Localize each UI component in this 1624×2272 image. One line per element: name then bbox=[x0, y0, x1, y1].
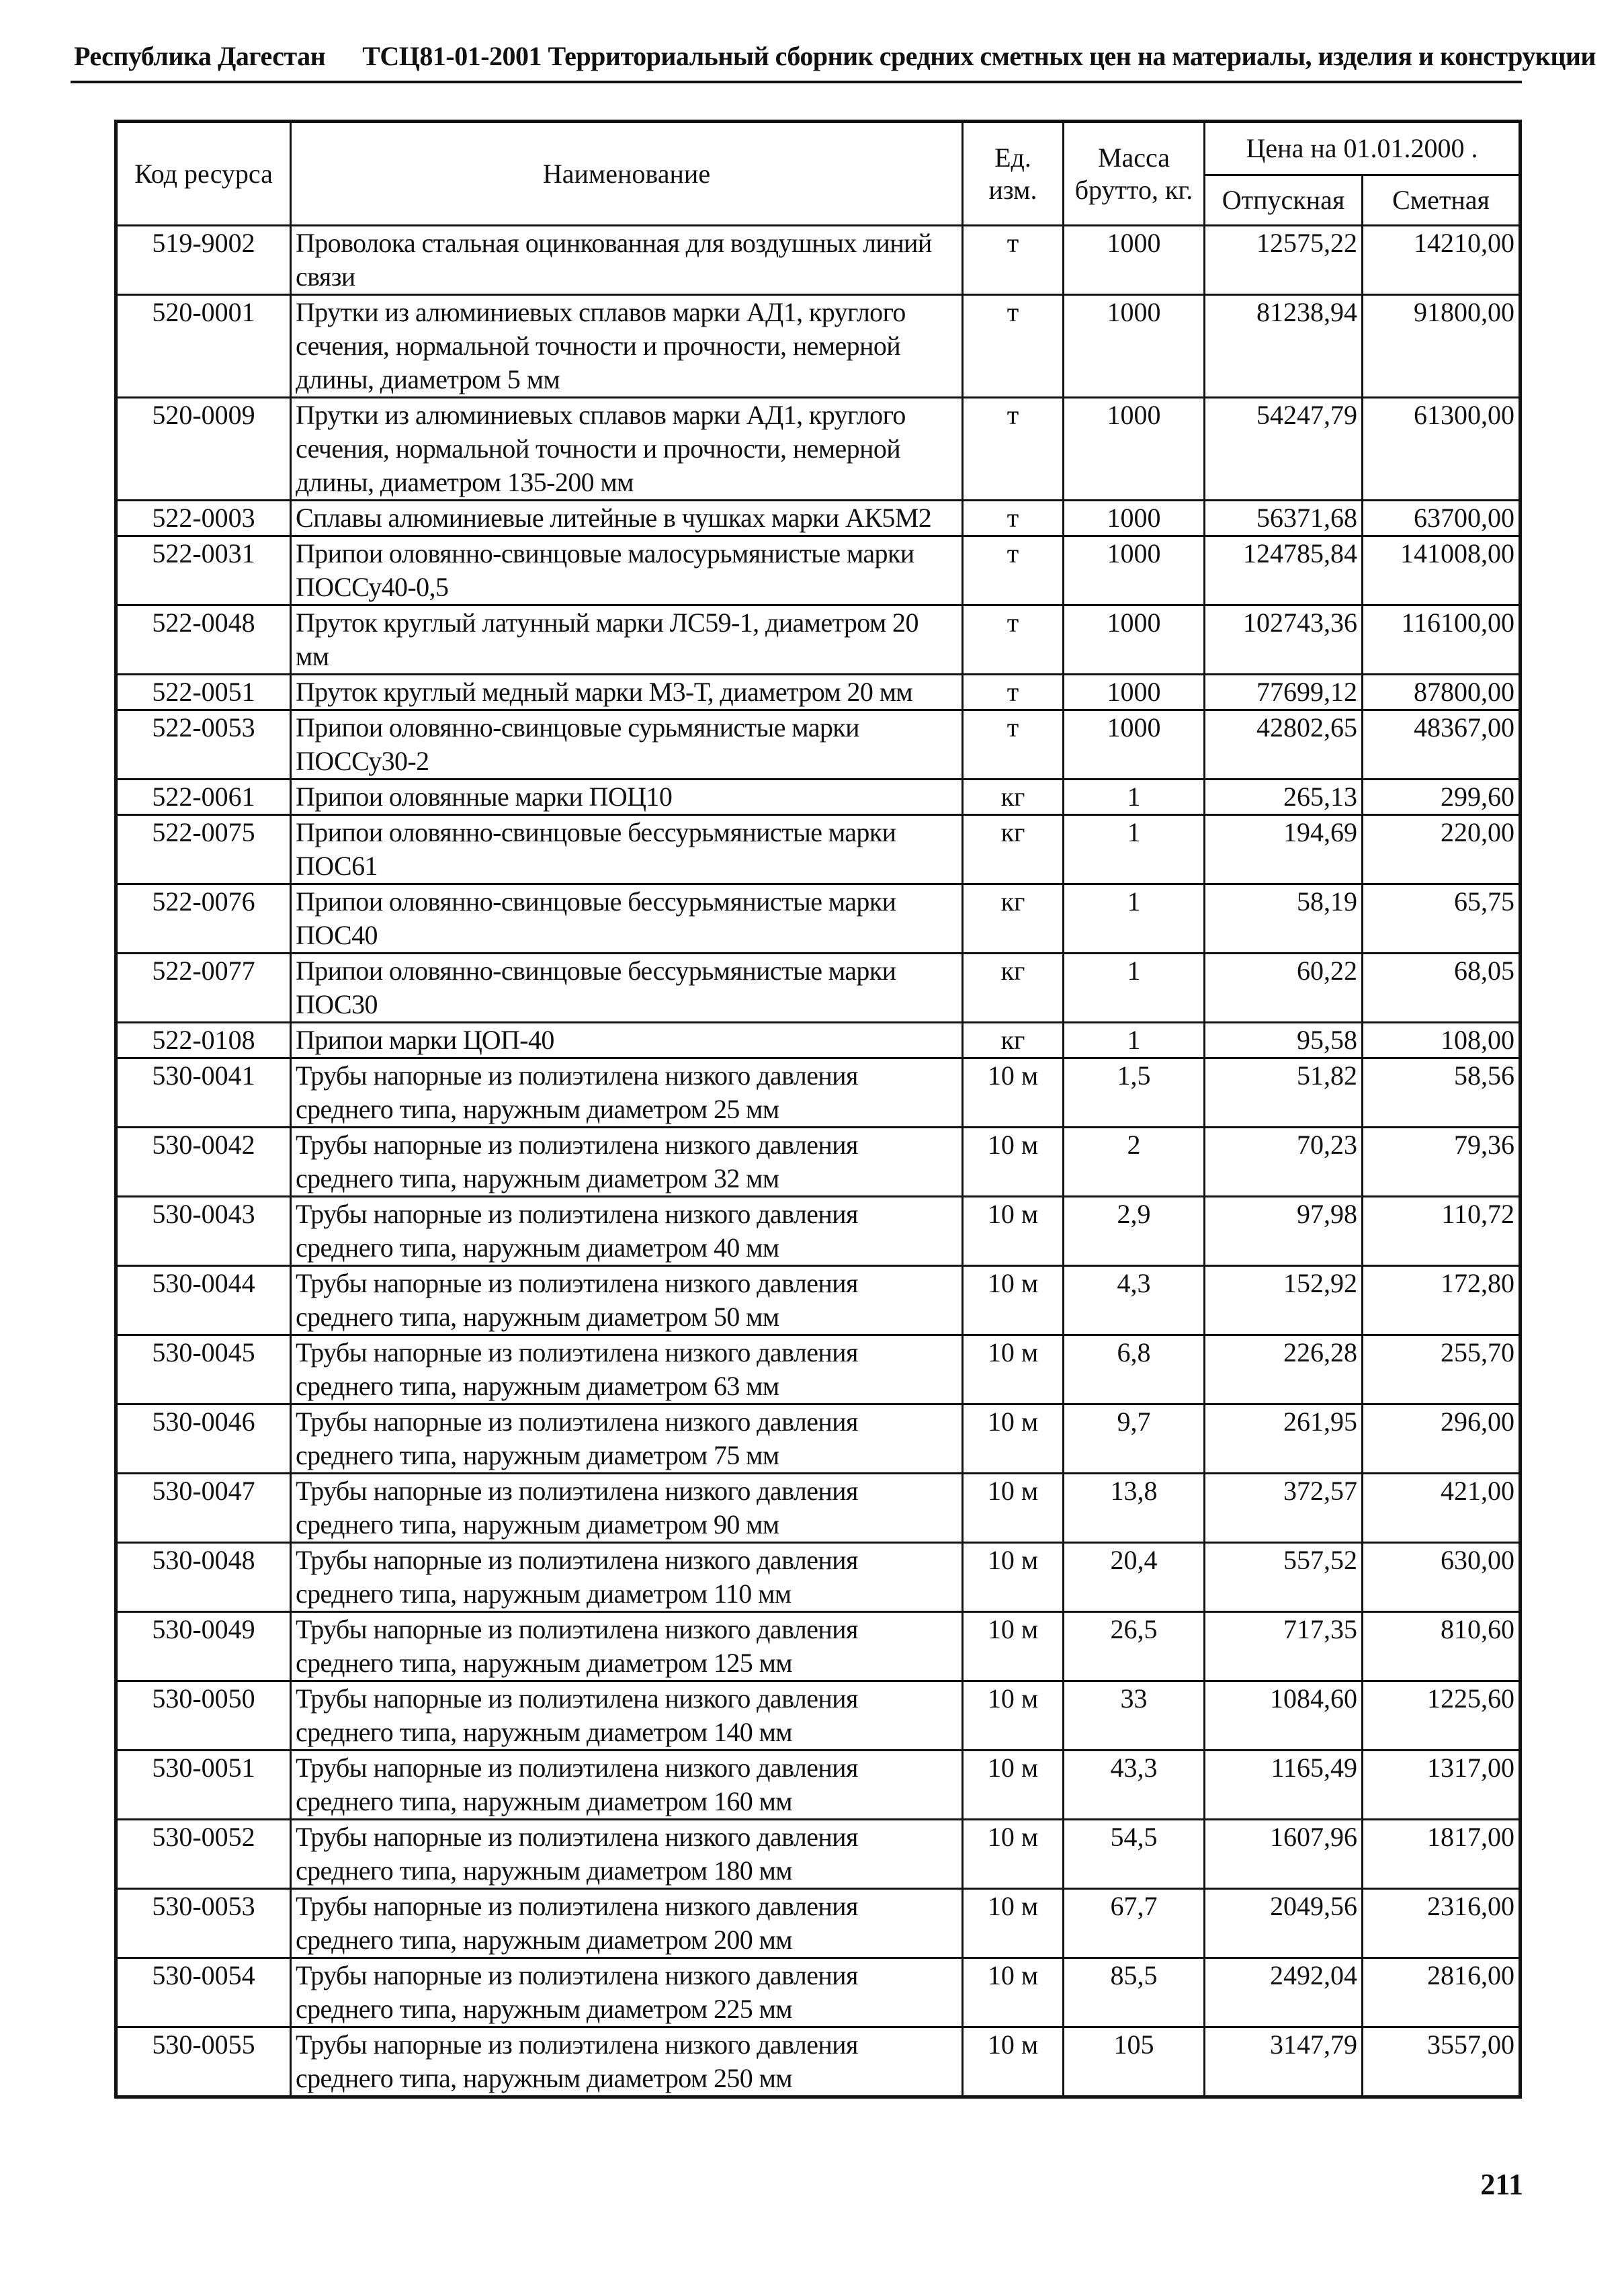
header-divider bbox=[71, 81, 1522, 83]
header-title: ТСЦ81-01-2001 Территориальный сборник средних сметных цен на материалы, изделия и конструкции bbox=[362, 41, 1596, 71]
cell-name: Прутки из алюминиевых сплавов марки АД1, круглого сечения, нормальной точности и прочности, немерной длины, диаметром 135-200 мм bbox=[291, 398, 963, 501]
cell-mass: 1 bbox=[1064, 1023, 1205, 1058]
cell-unit: т bbox=[963, 710, 1064, 780]
cell-price-estimate: 421,00 bbox=[1363, 1474, 1521, 1543]
cell-name: Прутки из алюминиевых сплавов марки АД1, круглого сечения, нормальной точности и прочности, немерной длины, диаметром 5 мм bbox=[291, 295, 963, 398]
cell-name: Припои оловянно-свинцовые бессурьмянистые марки ПОС61 bbox=[291, 815, 963, 884]
cell-unit: 10 м bbox=[963, 1889, 1064, 1958]
cell-price-release: 265,13 bbox=[1205, 780, 1363, 815]
table-row bbox=[116, 1474, 1521, 1543]
cell-name: Трубы напорные из полиэтилена низкого давления среднего типа, наружным диаметром 225 мм bbox=[291, 1958, 963, 2027]
cell-mass: 1000 bbox=[1064, 398, 1205, 501]
page-header bbox=[74, 40, 1596, 72]
column-header-name: Наименование bbox=[291, 122, 963, 226]
table-row bbox=[116, 605, 1521, 675]
cell-price-release: 95,58 bbox=[1205, 1023, 1363, 1058]
table-row bbox=[116, 1751, 1521, 1820]
cell-unit: кг bbox=[963, 884, 1064, 954]
cell-mass: 2 bbox=[1064, 1128, 1205, 1197]
cell-price-estimate: 63700,00 bbox=[1363, 501, 1521, 536]
cell-unit: 10 м bbox=[963, 1266, 1064, 1335]
column-header-code: Код ресурса bbox=[116, 122, 291, 226]
cell-price-estimate: 116100,00 bbox=[1363, 605, 1521, 675]
cell-mass: 1000 bbox=[1064, 226, 1205, 295]
column-header-mass: Масса брутто, кг. bbox=[1064, 122, 1205, 226]
cell-unit: кг bbox=[963, 1023, 1064, 1058]
cell-price-estimate: 141008,00 bbox=[1363, 536, 1521, 605]
cell-name: Припои марки ЦОП-40 bbox=[291, 1023, 963, 1058]
cell-code: 522-0061 bbox=[116, 780, 291, 815]
cell-mass: 20,4 bbox=[1064, 1543, 1205, 1612]
cell-name: Припои оловянно-свинцовые сурьмянистые марки ПОССу30-2 bbox=[291, 710, 963, 780]
cell-price-estimate: 172,80 bbox=[1363, 1266, 1521, 1335]
table-row bbox=[116, 1023, 1521, 1058]
cell-name: Пруток круглый медный марки М3-Т, диаметром 20 мм bbox=[291, 675, 963, 710]
cell-unit: 10 м bbox=[963, 1681, 1064, 1751]
cell-price-release: 51,82 bbox=[1205, 1058, 1363, 1128]
table-row bbox=[116, 1958, 1521, 2027]
cell-unit: 10 м bbox=[963, 1474, 1064, 1543]
cell-mass: 85,5 bbox=[1064, 1958, 1205, 2027]
table-row bbox=[116, 1197, 1521, 1266]
cell-unit: т bbox=[963, 226, 1064, 295]
cell-code: 522-0053 bbox=[116, 710, 291, 780]
cell-unit: 10 м bbox=[963, 1751, 1064, 1820]
column-header-price-estimate: Сметная bbox=[1363, 175, 1521, 226]
cell-mass: 1000 bbox=[1064, 295, 1205, 398]
table-row bbox=[116, 815, 1521, 884]
cell-code: 522-0108 bbox=[116, 1023, 291, 1058]
cell-price-release: 2492,04 bbox=[1205, 1958, 1363, 2027]
cell-price-release: 2049,56 bbox=[1205, 1889, 1363, 1958]
cell-name: Сплавы алюминиевые литейные в чушках марки АК5М2 bbox=[291, 501, 963, 536]
table-row bbox=[116, 536, 1521, 605]
cell-code: 522-0031 bbox=[116, 536, 291, 605]
cell-mass: 105 bbox=[1064, 2027, 1205, 2097]
cell-price-release: 102743,36 bbox=[1205, 605, 1363, 675]
cell-mass: 9,7 bbox=[1064, 1404, 1205, 1474]
cell-price-estimate: 58,56 bbox=[1363, 1058, 1521, 1128]
cell-code: 530-0047 bbox=[116, 1474, 291, 1543]
cell-price-estimate: 61300,00 bbox=[1363, 398, 1521, 501]
cell-code: 530-0044 bbox=[116, 1266, 291, 1335]
cell-name: Проволока стальная оцинкованная для воздушных линий связи bbox=[291, 226, 963, 295]
cell-name: Трубы напорные из полиэтилена низкого давления среднего типа, наружным диаметром 75 мм bbox=[291, 1404, 963, 1474]
cell-unit: кг bbox=[963, 954, 1064, 1023]
table-row bbox=[116, 954, 1521, 1023]
table-row bbox=[116, 2027, 1521, 2097]
page-number: 211 bbox=[1480, 2168, 1523, 2201]
cell-price-release: 261,95 bbox=[1205, 1404, 1363, 1474]
cell-code: 530-0053 bbox=[116, 1889, 291, 1958]
cell-price-estimate: 110,72 bbox=[1363, 1197, 1521, 1266]
cell-unit: т bbox=[963, 675, 1064, 710]
cell-unit: т bbox=[963, 398, 1064, 501]
cell-price-release: 717,35 bbox=[1205, 1612, 1363, 1681]
cell-price-estimate: 299,60 bbox=[1363, 780, 1521, 815]
cell-price-release: 54247,79 bbox=[1205, 398, 1363, 501]
cell-price-estimate: 2816,00 bbox=[1363, 1958, 1521, 2027]
cell-price-release: 1084,60 bbox=[1205, 1681, 1363, 1751]
cell-unit: т bbox=[963, 295, 1064, 398]
cell-price-release: 372,57 bbox=[1205, 1474, 1363, 1543]
table-header bbox=[116, 122, 1521, 226]
cell-unit: т bbox=[963, 605, 1064, 675]
cell-unit: т bbox=[963, 536, 1064, 605]
cell-mass: 43,3 bbox=[1064, 1751, 1205, 1820]
column-header-unit: Ед. изм. bbox=[963, 122, 1064, 226]
cell-price-estimate: 1817,00 bbox=[1363, 1820, 1521, 1889]
cell-code: 530-0041 bbox=[116, 1058, 291, 1128]
cell-name: Трубы напорные из полиэтилена низкого давления среднего типа, наружным диаметром 25 мм bbox=[291, 1058, 963, 1128]
cell-price-release: 226,28 bbox=[1205, 1335, 1363, 1404]
column-header-price-release: Отпускная bbox=[1205, 175, 1363, 226]
cell-code: 530-0045 bbox=[116, 1335, 291, 1404]
cell-mass: 6,8 bbox=[1064, 1335, 1205, 1404]
cell-price-release: 42802,65 bbox=[1205, 710, 1363, 780]
cell-code: 530-0054 bbox=[116, 1958, 291, 2027]
cell-price-estimate: 91800,00 bbox=[1363, 295, 1521, 398]
cell-name: Припои оловянно-свинцовые бессурьмянистые марки ПОС30 bbox=[291, 954, 963, 1023]
cell-price-estimate: 2316,00 bbox=[1363, 1889, 1521, 1958]
cell-price-release: 12575,22 bbox=[1205, 226, 1363, 295]
cell-mass: 1 bbox=[1064, 815, 1205, 884]
cell-mass: 1000 bbox=[1064, 536, 1205, 605]
cell-name: Трубы напорные из полиэтилена низкого давления среднего типа, наружным диаметром 40 мм bbox=[291, 1197, 963, 1266]
cell-price-release: 557,52 bbox=[1205, 1543, 1363, 1612]
table-body bbox=[116, 226, 1521, 2097]
cell-code: 522-0077 bbox=[116, 954, 291, 1023]
cell-mass: 33 bbox=[1064, 1681, 1205, 1751]
cell-price-release: 1165,49 bbox=[1205, 1751, 1363, 1820]
cell-code: 522-0003 bbox=[116, 501, 291, 536]
cell-mass: 1000 bbox=[1064, 501, 1205, 536]
cell-name: Трубы напорные из полиэтилена низкого давления среднего типа, наружным диаметром 160 мм bbox=[291, 1751, 963, 1820]
table-row bbox=[116, 675, 1521, 710]
cell-price-estimate: 255,70 bbox=[1363, 1335, 1521, 1404]
cell-unit: 10 м bbox=[963, 1820, 1064, 1889]
cell-price-estimate: 65,75 bbox=[1363, 884, 1521, 954]
cell-code: 519-9002 bbox=[116, 226, 291, 295]
cell-code: 530-0050 bbox=[116, 1681, 291, 1751]
cell-price-estimate: 79,36 bbox=[1363, 1128, 1521, 1197]
cell-code: 522-0051 bbox=[116, 675, 291, 710]
cell-price-estimate: 87800,00 bbox=[1363, 675, 1521, 710]
cell-mass: 1000 bbox=[1064, 675, 1205, 710]
table-row bbox=[116, 1266, 1521, 1335]
table-row bbox=[116, 1404, 1521, 1474]
cell-unit: 10 м bbox=[963, 1543, 1064, 1612]
cell-unit: 10 м bbox=[963, 1058, 1064, 1128]
cell-unit: 10 м bbox=[963, 1128, 1064, 1197]
table-row bbox=[116, 226, 1521, 295]
header-region: Республика Дагестан bbox=[74, 41, 326, 71]
cell-name: Припои оловянные марки ПОЦ10 bbox=[291, 780, 963, 815]
table-row bbox=[116, 1820, 1521, 1889]
table-row bbox=[116, 1058, 1521, 1128]
cell-price-estimate: 220,00 bbox=[1363, 815, 1521, 884]
column-header-price-group: Цена на 01.01.2000 . bbox=[1205, 122, 1521, 175]
cell-mass: 1,5 bbox=[1064, 1058, 1205, 1128]
cell-price-estimate: 108,00 bbox=[1363, 1023, 1521, 1058]
cell-name: Трубы напорные из полиэтилена низкого давления среднего типа, наружным диаметром 63 мм bbox=[291, 1335, 963, 1404]
cell-unit: 10 м bbox=[963, 1612, 1064, 1681]
table-row bbox=[116, 1335, 1521, 1404]
cell-code: 522-0076 bbox=[116, 884, 291, 954]
cell-price-release: 58,19 bbox=[1205, 884, 1363, 954]
cell-price-estimate: 3557,00 bbox=[1363, 2027, 1521, 2097]
cell-code: 530-0051 bbox=[116, 1751, 291, 1820]
cell-name: Пруток круглый латунный марки ЛС59-1, диаметром 20 мм bbox=[291, 605, 963, 675]
cell-mass: 1000 bbox=[1064, 710, 1205, 780]
cell-unit: 10 м bbox=[963, 2027, 1064, 2097]
cell-price-estimate: 810,60 bbox=[1363, 1612, 1521, 1681]
cell-mass: 67,7 bbox=[1064, 1889, 1205, 1958]
cell-price-release: 1607,96 bbox=[1205, 1820, 1363, 1889]
cell-mass: 1 bbox=[1064, 954, 1205, 1023]
cell-code: 520-0009 bbox=[116, 398, 291, 501]
cell-price-estimate: 630,00 bbox=[1363, 1543, 1521, 1612]
cell-price-release: 97,98 bbox=[1205, 1197, 1363, 1266]
cell-price-estimate: 68,05 bbox=[1363, 954, 1521, 1023]
cell-name: Трубы напорные из полиэтилена низкого давления среднего типа, наружным диаметром 250 мм bbox=[291, 2027, 963, 2097]
cell-name: Трубы напорные из полиэтилена низкого давления среднего типа, наружным диаметром 32 мм bbox=[291, 1128, 963, 1197]
cell-unit: 10 м bbox=[963, 1958, 1064, 2027]
cell-name: Трубы напорные из полиэтилена низкого давления среднего типа, наружным диаметром 200 мм bbox=[291, 1889, 963, 1958]
cell-price-release: 152,92 bbox=[1205, 1266, 1363, 1335]
cell-mass: 26,5 bbox=[1064, 1612, 1205, 1681]
table-row bbox=[116, 1128, 1521, 1197]
cell-name: Трубы напорные из полиэтилена низкого давления среднего типа, наружным диаметром 125 мм bbox=[291, 1612, 963, 1681]
cell-price-estimate: 48367,00 bbox=[1363, 710, 1521, 780]
cell-price-release: 56371,68 bbox=[1205, 501, 1363, 536]
cell-mass: 4,3 bbox=[1064, 1266, 1205, 1335]
cell-price-release: 194,69 bbox=[1205, 815, 1363, 884]
cell-mass: 54,5 bbox=[1064, 1820, 1205, 1889]
cell-unit: 10 м bbox=[963, 1197, 1064, 1266]
cell-price-release: 81238,94 bbox=[1205, 295, 1363, 398]
cell-code: 530-0049 bbox=[116, 1612, 291, 1681]
cell-name: Трубы напорные из полиэтилена низкого давления среднего типа, наружным диаметром 110 мм bbox=[291, 1543, 963, 1612]
cell-code: 522-0048 bbox=[116, 605, 291, 675]
cell-price-estimate: 1317,00 bbox=[1363, 1751, 1521, 1820]
cell-mass: 1 bbox=[1064, 780, 1205, 815]
cell-mass: 2,9 bbox=[1064, 1197, 1205, 1266]
table-row bbox=[116, 1543, 1521, 1612]
cell-price-release: 60,22 bbox=[1205, 954, 1363, 1023]
cell-code: 530-0052 bbox=[116, 1820, 291, 1889]
cell-price-release: 3147,79 bbox=[1205, 2027, 1363, 2097]
table-row bbox=[116, 501, 1521, 536]
cell-code: 530-0055 bbox=[116, 2027, 291, 2097]
table-row bbox=[116, 710, 1521, 780]
cell-name: Трубы напорные из полиэтилена низкого давления среднего типа, наружным диаметром 180 мм bbox=[291, 1820, 963, 1889]
cell-price-release: 70,23 bbox=[1205, 1128, 1363, 1197]
cell-name: Припои оловянно-свинцовые бессурьмянистые марки ПОС40 bbox=[291, 884, 963, 954]
cell-code: 530-0043 bbox=[116, 1197, 291, 1266]
table-row bbox=[116, 780, 1521, 815]
cell-price-release: 124785,84 bbox=[1205, 536, 1363, 605]
cell-price-estimate: 14210,00 bbox=[1363, 226, 1521, 295]
cell-code: 520-0001 bbox=[116, 295, 291, 398]
table-row bbox=[116, 1681, 1521, 1751]
cell-price-release: 77699,12 bbox=[1205, 675, 1363, 710]
cell-code: 530-0042 bbox=[116, 1128, 291, 1197]
cell-name: Трубы напорные из полиэтилена низкого давления среднего типа, наружным диаметром 50 мм bbox=[291, 1266, 963, 1335]
cell-name: Трубы напорные из полиэтилена низкого давления среднего типа, наружным диаметром 140 мм bbox=[291, 1681, 963, 1751]
cell-code: 530-0046 bbox=[116, 1404, 291, 1474]
cell-unit: кг bbox=[963, 780, 1064, 815]
cell-unit: т bbox=[963, 501, 1064, 536]
cell-mass: 13,8 bbox=[1064, 1474, 1205, 1543]
cell-unit: кг bbox=[963, 815, 1064, 884]
cell-name: Трубы напорные из полиэтилена низкого давления среднего типа, наружным диаметром 90 мм bbox=[291, 1474, 963, 1543]
cell-unit: 10 м bbox=[963, 1404, 1064, 1474]
cell-unit: 10 м bbox=[963, 1335, 1064, 1404]
table-row bbox=[116, 398, 1521, 501]
cell-code: 522-0075 bbox=[116, 815, 291, 884]
price-table bbox=[114, 120, 1522, 2099]
table-row bbox=[116, 1889, 1521, 1958]
cell-price-estimate: 1225,60 bbox=[1363, 1681, 1521, 1751]
cell-name: Припои оловянно-свинцовые малосурьмянистые марки ПОССу40-0,5 bbox=[291, 536, 963, 605]
table-row bbox=[116, 1612, 1521, 1681]
table-row bbox=[116, 884, 1521, 954]
cell-price-estimate: 296,00 bbox=[1363, 1404, 1521, 1474]
table-row bbox=[116, 295, 1521, 398]
cell-mass: 1000 bbox=[1064, 605, 1205, 675]
cell-code: 530-0048 bbox=[116, 1543, 291, 1612]
cell-mass: 1 bbox=[1064, 884, 1205, 954]
